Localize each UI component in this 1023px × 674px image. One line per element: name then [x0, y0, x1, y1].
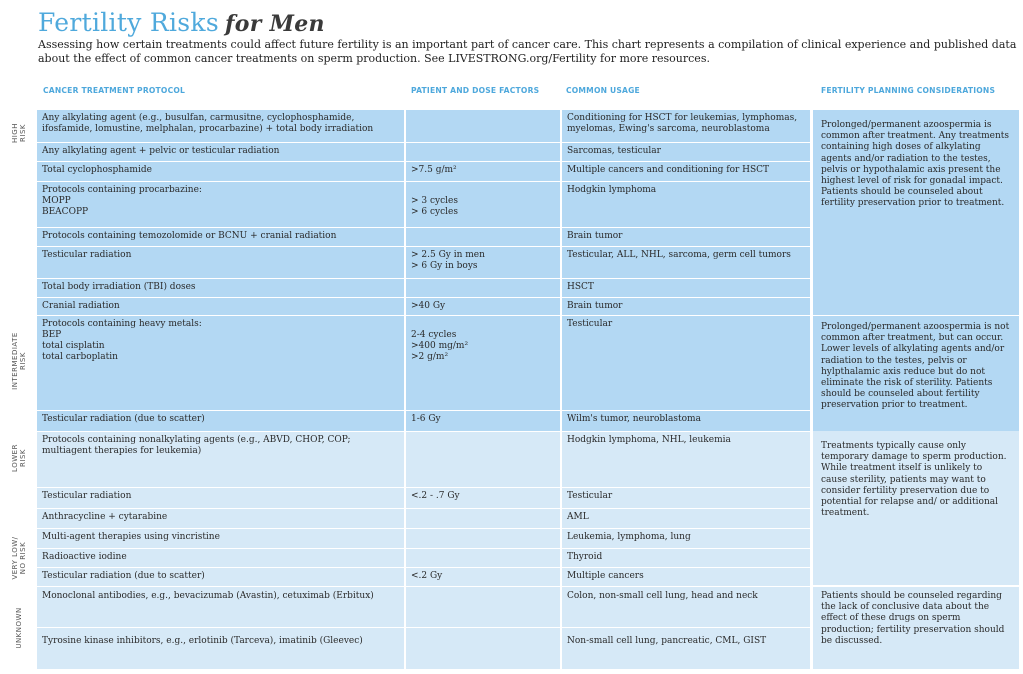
usage-cell: Brain tumor	[567, 301, 623, 311]
table-row	[37, 228, 810, 246]
protocol-cell: Cranial radiation	[37, 298, 406, 315]
header-dose: PATIENT AND DOSE FACTORS	[411, 86, 540, 95]
protocol-cell: Radioactive iodine	[37, 549, 406, 567]
dose-cell	[406, 279, 562, 297]
protocol-cell: Protocols containing heavy metals: BEP total cisplatin total carboplatin	[37, 316, 406, 410]
usage-cell: Testicular, ALL, NHL, sarcoma, germ cell tumors	[567, 250, 791, 260]
usage-cell: HSCT	[567, 282, 594, 292]
header-planning: FERTILITY PLANNING CONSIDERATIONS	[821, 86, 996, 95]
category-lower-label: LOWER RISK	[11, 443, 27, 472]
category-unknown	[2, 588, 36, 668]
usage-cell: Leukemia, lymphoma, lung	[567, 532, 691, 542]
table-row	[37, 587, 810, 627]
table-row	[37, 488, 810, 508]
usage-cell: Testicular	[567, 491, 613, 501]
dose-cell	[406, 228, 562, 246]
protocol-cell: Protocols containing nonalkylating agents (e.g., ABVD, CHOP, COP; multiagent therapies for leukemia)	[37, 432, 406, 487]
dose-cell: <.2 Gy	[406, 568, 562, 586]
title-main: Fertility Risks	[38, 8, 220, 37]
dose-cell: 1-6 Gy	[406, 411, 562, 431]
table-row	[37, 628, 810, 669]
usage-cell: Hodgkin lymphoma	[567, 185, 657, 195]
protocol-cell: Total body irradiation (TBI) doses	[37, 279, 406, 297]
considerations-lower: Treatments typically cause only temporary damage to sperm production. While treatment itself is unlikely to cause sterility, patients may want to consider fertility preservation due to potential for relapse and/ or additional treatment.	[813, 431, 1019, 585]
intro-paragraph: Assessing how certain treatments could affect future fertility is an important part of cancer care. This chart represents a compilation of clinical experience and published data about the effect of common cancer treatments on sperm production. See LIVESTRONG.org/Fertility for more resources.	[38, 38, 1017, 65]
protocol-cell: Testicular radiation (due to scatter)	[37, 411, 406, 431]
table-row	[37, 411, 810, 431]
table-row	[37, 549, 810, 567]
table-row	[37, 298, 810, 315]
protocol-cell: Testicular radiation	[37, 488, 406, 508]
protocol-cell: Protocols containing procarbazine: MOPP BEACOPP	[37, 182, 406, 227]
usage-cell: Non-small cell lung, pancreatic, CML, GIST	[567, 636, 767, 646]
page-title	[38, 8, 325, 39]
usage-cell: Hodgkin lymphoma, NHL, leukemia	[567, 435, 731, 445]
protocol-cell: Any alkylating agent + pelvic or testicular radiation	[37, 143, 406, 161]
dose-cell	[406, 509, 562, 528]
dose-cell	[406, 529, 562, 548]
table-row	[37, 568, 810, 586]
protocol-cell: Anthracycline + cytarabine	[37, 509, 406, 528]
dose-cell	[406, 587, 562, 627]
usage-cell: Testicular	[567, 319, 613, 329]
dose-cell: 2-4 cycles >400 mg/m² >2 g/m²	[406, 316, 562, 410]
category-unknown-label: UNKNOWN	[15, 607, 23, 649]
category-high-risk	[2, 110, 36, 156]
dose-cell: <.2 - .7 Gy	[406, 488, 562, 508]
usage-cell: Multiple cancers	[567, 571, 644, 581]
considerations-intermediate: Prolonged/permanent azoospermia is not common after treatment, but can occur. Lower levels of alkylating agents and/or radiation to the testes, pelvis or hylpthalamic axis reduce but do not eliminate the risk of sterility. Patients should be counseled about fertility preservation prior to treatment.	[813, 316, 1019, 431]
dose-cell: > 3 cycles > 6 cycles	[406, 182, 562, 227]
considerations-unknown: Patients should be counseled regarding the lack of conclusive data about the effect of these drugs on sperm production; fertility preservation should be discussed.	[813, 587, 1019, 669]
dose-cell	[406, 110, 562, 142]
dose-cell	[406, 628, 562, 669]
table-row	[37, 432, 810, 487]
table-row	[37, 182, 810, 227]
protocol-cell: Total cyclophosphamide	[37, 162, 406, 181]
usage-cell: Thyroid	[567, 552, 603, 562]
table-row	[37, 162, 810, 181]
usage-cell: Colon, non-small cell lung, head and neck	[567, 591, 758, 601]
dose-cell	[406, 549, 562, 567]
table-row	[37, 110, 810, 142]
protocol-cell: Any alkylating agent (e.g., busulfan, carmusitne, cyclophosphamide, ifosfamide, lomustine, melphalan, procarbazine) + total body irradiation	[37, 110, 406, 142]
table-row	[37, 509, 810, 528]
dose-cell: >40 Gy	[406, 298, 562, 315]
considerations-high: Prolonged/permanent azoospermia is common after treatment. Any treatments containing high doses of alkylating agents and/or radiation to the testes, pelvis or hypothalamic axis present the highest level of risk for gonadal impact. Patients should be counseled about fertility preservation prior to treatment.	[813, 110, 1019, 315]
usage-cell: Brain tumor	[567, 231, 623, 241]
category-very-low-label: VERY LOW/ NO RISK	[11, 535, 27, 580]
dose-cell	[406, 432, 562, 487]
category-lower-risk	[2, 430, 36, 485]
category-intermediate-risk	[2, 316, 36, 406]
usage-cell: Sarcomas, testicular	[567, 146, 661, 156]
protocol-cell: Multi-agent therapies using vincristine	[37, 529, 406, 548]
protocol-cell: Protocols containing temozolomide or BCNU + cranial radiation	[37, 228, 406, 246]
title-suffix: for Men	[225, 11, 325, 37]
category-intermediate-label: INTERMEDIATE RISK	[11, 332, 27, 390]
dose-cell: >7.5 g/m²	[406, 162, 562, 181]
table-row	[37, 247, 810, 278]
category-high-label: HIGH RISK	[11, 122, 27, 144]
category-very-low-risk	[2, 530, 36, 585]
protocol-cell: Testicular radiation (due to scatter)	[37, 568, 406, 586]
usage-cell: Multiple cancers and conditioning for HSCT	[567, 165, 770, 175]
header-usage: COMMON USAGE	[566, 86, 640, 95]
table-row	[37, 279, 810, 297]
protocol-cell: Testicular radiation	[37, 247, 406, 278]
usage-cell: Wilm's tumor, neuroblastoma	[567, 414, 701, 424]
protocol-cell: Tyrosine kinase inhibitors, e.g., erlotinib (Tarceva), imatinib (Gleevec)	[37, 628, 406, 669]
usage-cell: Conditioning for HSCT for leukemias, lymphomas, myelomas, Ewing's sarcoma, neuroblastoma	[567, 113, 798, 134]
table-row	[37, 529, 810, 548]
dose-cell	[406, 143, 562, 161]
header-protocol: CANCER TREATMENT PROTOCOL	[43, 86, 186, 95]
protocol-cell: Monoclonal antibodies, e.g., bevacizumab (Avastin), cetuximab (Erbitux)	[37, 587, 406, 627]
table-row	[37, 143, 810, 161]
table-row	[37, 316, 810, 410]
dose-cell: > 2.5 Gy in men > 6 Gy in boys	[406, 247, 562, 278]
usage-cell: AML	[567, 512, 589, 522]
